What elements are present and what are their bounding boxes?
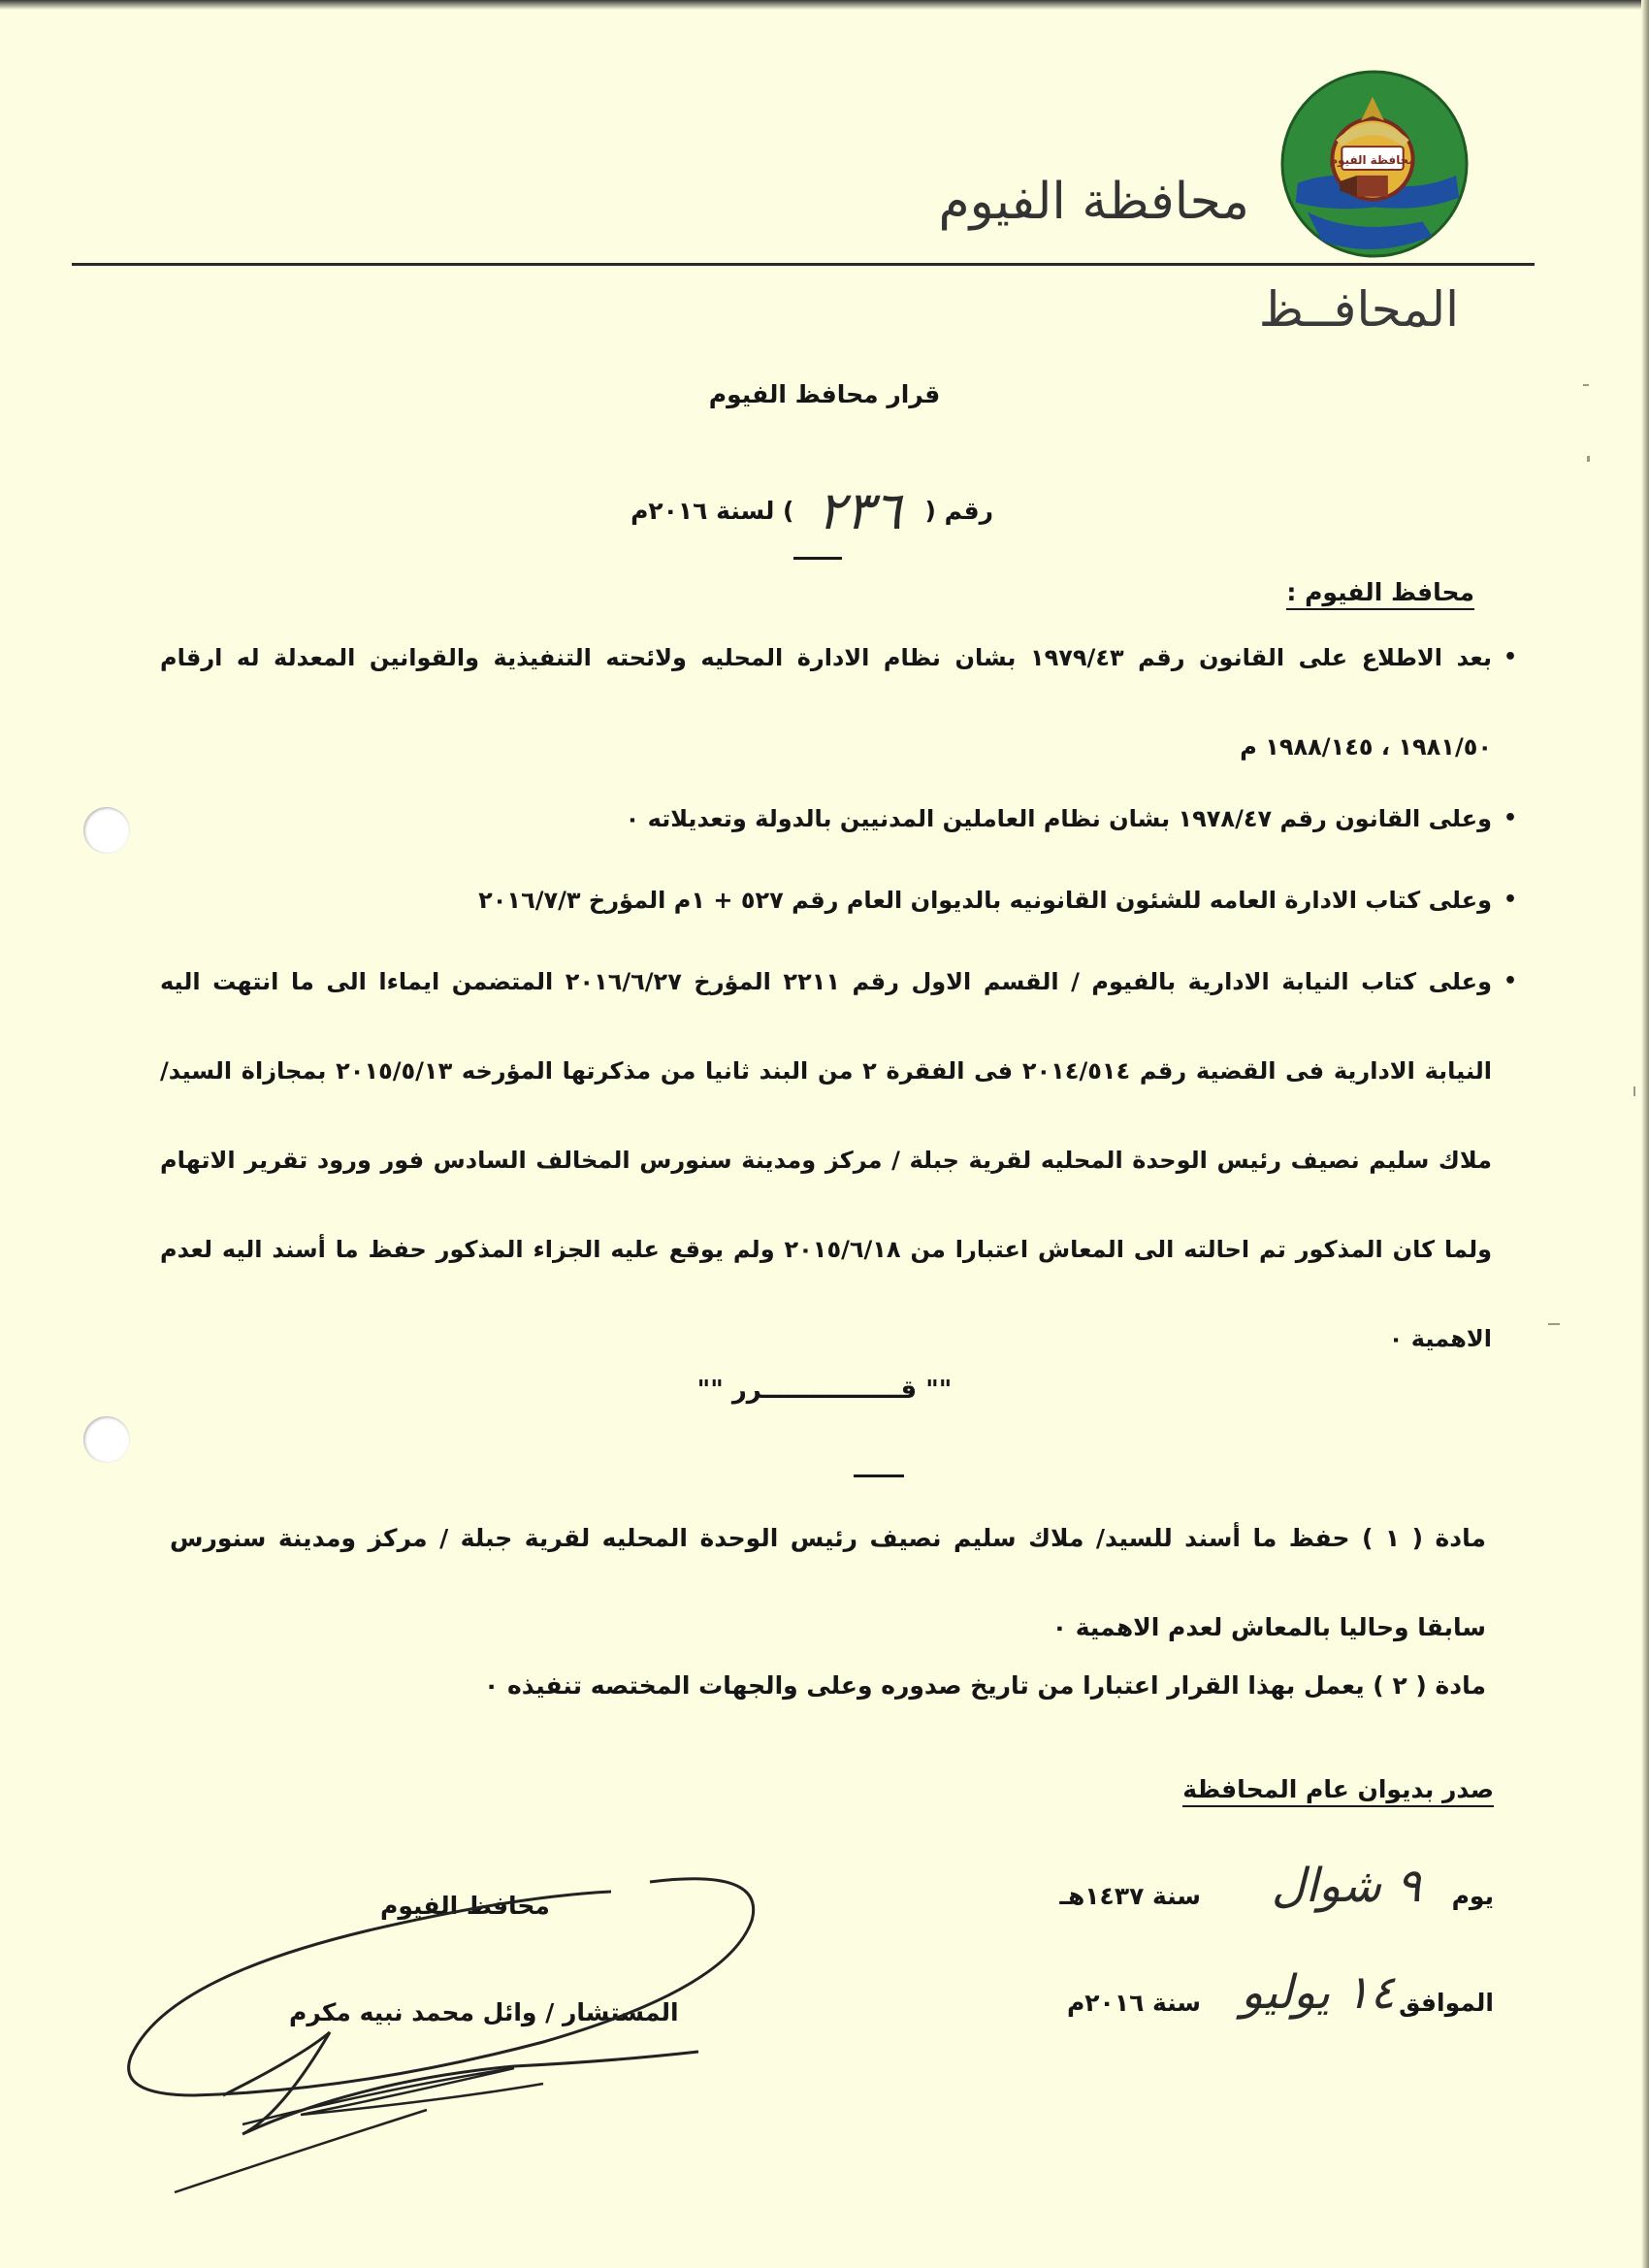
preamble-item: • وعلى كتاب الادارة العامه للشئون القانونيه بالديوان العام رقم ٥٢٧ + ١م المؤرخ ٢٠١٦/٧/٣ bbox=[160, 856, 1492, 945]
svg-text:محافظة الفيوم: محافظة الفيوم bbox=[1329, 153, 1416, 167]
issuance-heading: صدر بديوان عام المحافظة bbox=[1182, 1775, 1494, 1807]
gregorian-year: سنة ٢٠١٦م bbox=[1066, 1989, 1201, 2017]
preamble-item: • وعلى القانون رقم ١٩٧٨/٤٧ بشان نظام العاملين المدنيين بالدولة وتعديلاته ٠ bbox=[160, 774, 1492, 863]
punch-hole bbox=[83, 1416, 130, 1463]
decision-title: قرار محافظ الفيوم bbox=[708, 380, 941, 408]
header-divider bbox=[72, 263, 1535, 266]
day-label: يوم bbox=[1451, 1882, 1494, 1910]
header-title: محافظة الفيوم bbox=[938, 173, 1249, 231]
corresponding-value-handwritten: ١٤ يوليو bbox=[1241, 1965, 1395, 2020]
scan-speck bbox=[1633, 1086, 1635, 1096]
preamble-item: • وعلى كتاب النيابة الادارية بالفيوم / القسم الاول رقم ٢٢١١ المؤرخ ٢٠١٦/٦/٢٧ المتضمن ايماءا الى ما انتهت اليه النيابة الادارية فى القضية رقم ٢٠١٤/٥١٤ فى الفقرة ٢ من البند ثانيا من مذكرتها المؤرخه ٢٠١٥/٥/١٣ بمجازاة السيد/ ملاك سليم نصيف رئيس الوحدة المحليه لقرية جبلة / مركز ومدينة سنورس المخالف السادس فور ورود تقرير الاتهام ولما كان المذكور تم احالته الى المعاش اعتبارا من ٢٠١٥/٦/١٨ ولم يوقع عليه الجزاء المذكور حفظ ما أسند اليه لعدم الاهمية ٠ bbox=[160, 937, 1492, 1383]
signatory-name: المستشار / وائل محمد نبيه مكرم bbox=[289, 1998, 679, 2026]
article-2: مادة ( ٢ ) يعمل بهذا القرار اعتبارا من تاريخ صدوره وعلى والجهات المختصه تنفيذه ٠ bbox=[484, 1671, 1486, 1700]
article-1: مادة ( ١ ) حفظ ما أسند للسيد/ ملاك سليم نصيف رئيس الوحدة المحليه لقرية جبلة / مركز ومدينة سنورس سابقا وحاليا بالمعاش لعدم الاهمية ٠ bbox=[170, 1524, 1486, 1641]
corresponding-label: الموافق bbox=[1399, 1989, 1494, 2017]
hijri-year: سنة ١٤٣٧هـ bbox=[1059, 1882, 1201, 1910]
number-suffix: ) لسنة ٢٠١٦م bbox=[630, 497, 794, 525]
scan-edge-top bbox=[0, 0, 1649, 10]
signatory-title: محافظ الفيوم bbox=[380, 1892, 550, 1920]
day-value-handwritten: ٩ شوال bbox=[1271, 1859, 1421, 1913]
header-subtitle: المحافــظ bbox=[1258, 281, 1459, 338]
scan-speck bbox=[1548, 1323, 1560, 1325]
separator-dash bbox=[793, 557, 842, 560]
scan-speck bbox=[1587, 456, 1590, 462]
preamble-item: • بعد الاطلاع على القانون رقم ١٩٧٩/٤٣ بشان نظام الادارة المحليه ولائحته التنفيذية والقوانين المعدلة له ارقام ١٩٨١/٥٠ ، ١٩٨٨/١٤٥ م bbox=[160, 613, 1492, 792]
scan-speck bbox=[1583, 384, 1589, 386]
separator-dash bbox=[854, 1474, 904, 1477]
punch-hole bbox=[83, 807, 130, 854]
number-prefix: رقم ( bbox=[924, 497, 993, 525]
decision-number-line bbox=[630, 480, 993, 541]
scan-edge-right bbox=[1641, 0, 1649, 2268]
governorate-logo bbox=[1278, 68, 1471, 260]
decision-number: ٢٣٦ bbox=[817, 480, 902, 541]
preamble-heading: محافظ الفيوم : bbox=[1286, 578, 1474, 610]
resolution-heading: "" قــــــــــــــــرر "" bbox=[696, 1376, 953, 1405]
handwritten-signature bbox=[107, 1863, 786, 2212]
